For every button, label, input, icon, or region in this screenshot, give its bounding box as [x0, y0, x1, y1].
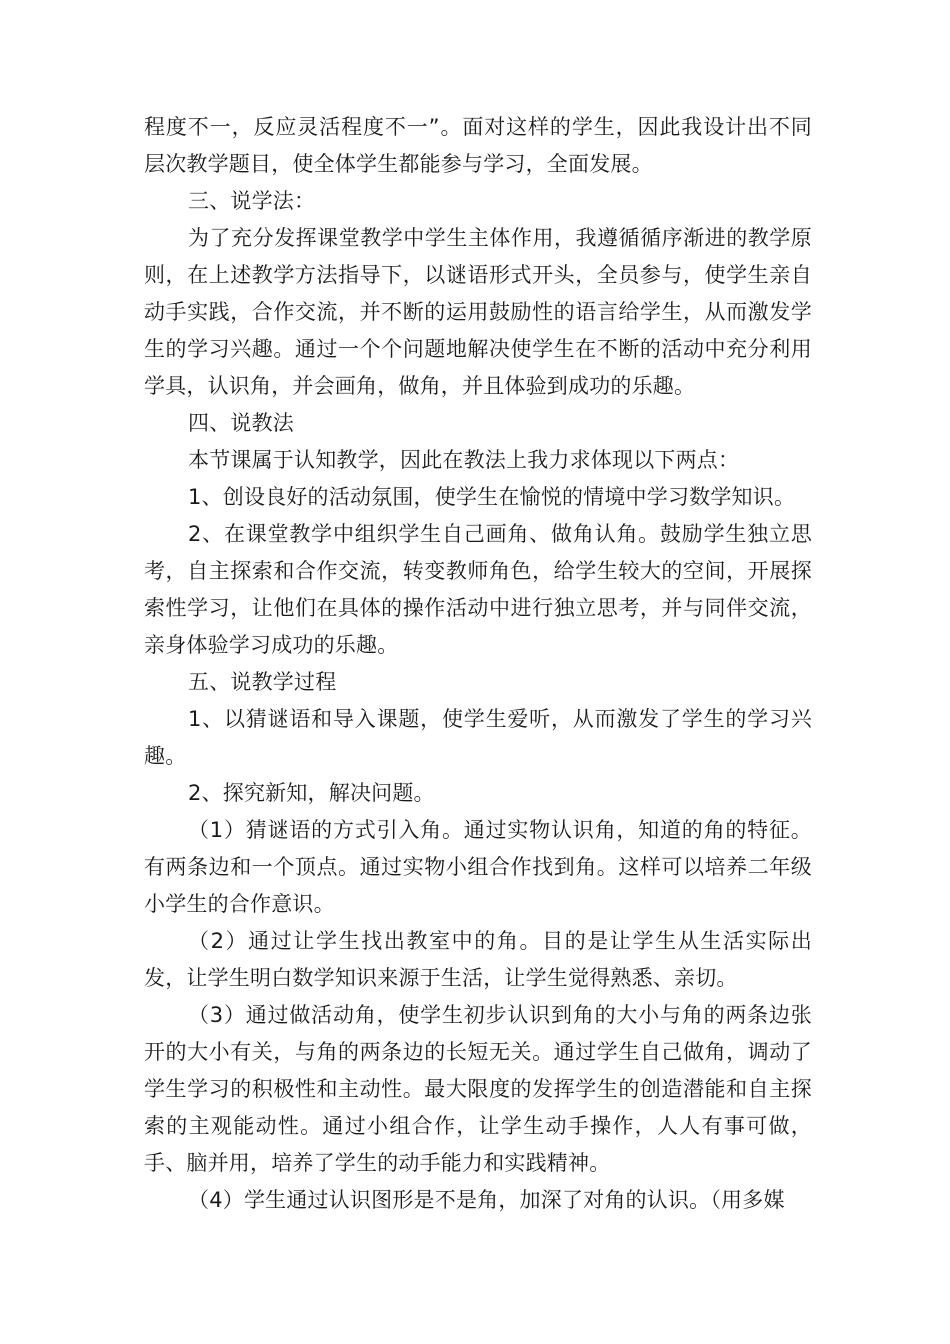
paragraph-study-method: 为了充分发挥课堂教学中学生主体作用，我遵循循序渐进的教学原则，在上述教学方法指导下，以谜语形式开头，全员参与，使学生亲自动手实践，合作交流，并不断的运用鼓励性的语言给学生，从而激发学生的学习兴趣。通过一个个问题地解决使学生在不断的活动中充分利用学具，认识角，并会画角，做角，并且体验到成功的乐趣。 [144, 226, 812, 398]
paragraph-teaching-method-intro: 本节课属于认知教学，因此在教法上我力求体现以下两点： [188, 448, 740, 472]
sub-item-process-2-1: （1）猜谜语的方式引入角。通过实物认识角，知道的角的特征。有两条边和一个顶点。通过实物小组合作找到角。这样可以培养二年级小学生的合作意识。 [144, 818, 812, 916]
sub-item-process-2-2: （2）通过让学生找出教室中的角。目的是让学生从生活实际出发，让学生明白数学知识来源于生活，让学生觉得熟悉、亲切。 [144, 929, 812, 990]
section-heading-teaching-process: 五、说教学过程 [188, 670, 337, 694]
section-heading-teaching-method: 四、说教法 [188, 411, 294, 435]
list-item-teaching-method-1: 1、创设良好的活动氛围，使学生在愉悦的情境中学习数学知识。 [188, 485, 796, 509]
document-body [144, 109, 812, 1219]
list-item-teaching-method-2: 2、在课堂教学中组织学生自己画角、做角认角。鼓励学生独立思考，自主探索和合作交流，转变教师角色，给学生较大的空间，开展探索性学习，让他们在具体的操作活动中进行独立思考，并与同伴交流，亲身体验学习成功的乐趣。 [144, 522, 812, 657]
list-item-process-1: 1、以猜谜语和导入课题，使学生爱听，从而激发了学生的学习兴趣。 [144, 707, 812, 768]
list-item-process-2: 2、探究新知，解决问题。 [188, 781, 435, 805]
section-heading-study-method: 三、说学法： [188, 189, 316, 213]
paragraph-continuation: 程度不一，反应灵活程度不一”。面对这样的学生，因此我设计出不同层次教学题目，使全体学生都能参与学习，全面发展。 [144, 115, 812, 176]
sub-item-process-2-3: （3）通过做活动角，使学生初步认识到角的大小与角的两条边张开的大小有关，与角的两条边的长短无关。通过学生自己做角，调动了学生学习的积极性和主动性。最大限度的发挥学生的创造潜能和自主探索的主观能动性。通过小组合作，让学生动手操作，人人有事可做，手、脑并用，培养了学生的动手能力和实践精神。 [144, 1003, 812, 1175]
sub-item-process-2-4: （4）学生通过认识图形是不是角，加深了对角的认识。（用多媒 [188, 1188, 785, 1212]
